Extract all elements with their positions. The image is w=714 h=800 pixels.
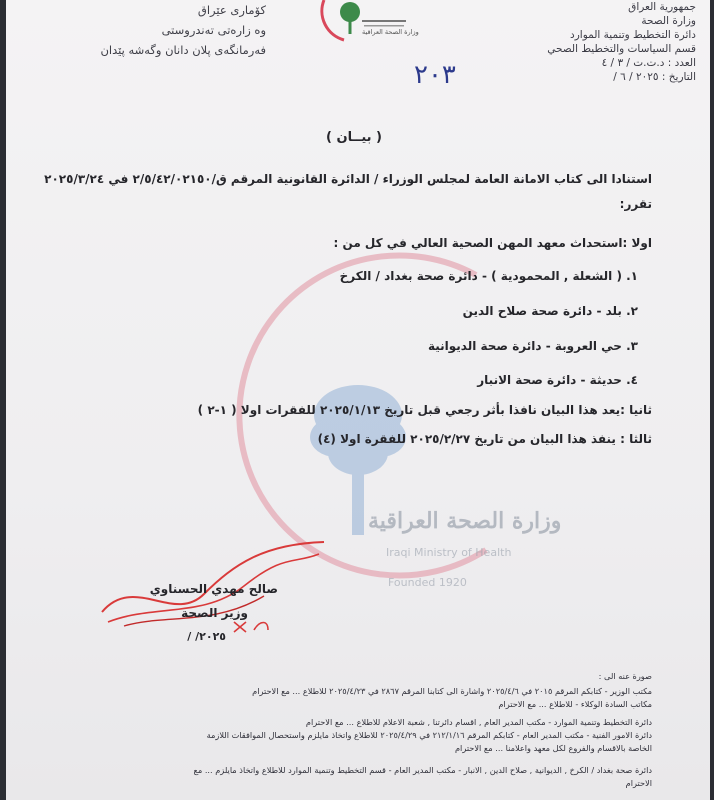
handwritten-number: ٢٠٣ xyxy=(414,60,456,90)
signature-date: ٢٠٢٥/ / xyxy=(187,630,226,643)
body-line-basis: استنادا الى كتاب الامانة العامة لمجلس الوزراء / الدائرة القانونية المرقم ق/٢/٥/٤٢/٠٢١٥٠ في ٢٠٢٥/٣/٢٤ xyxy=(44,172,652,186)
header-left-line-1: کۆماری عێراق xyxy=(197,3,266,17)
header-right xyxy=(486,0,696,84)
header-date: التاريخ : ٢٠٢٥ / ٦ / xyxy=(613,71,696,83)
header-left-line-3: فه‌رمانگه‌ی پلان دانان وگه‌شه‌ پێدان xyxy=(100,43,266,57)
copies-line: دائرة الامور الفنية - مكتب المدير العام - كتابكم المرقم ٢١٢/١/١٦ في ٢٠٢٥/٤/٢٩ للاطلاع واتخاذ مايلزم واستحصال الموافقات اللازمة xyxy=(206,730,652,740)
body-line-second: ثانيا :يعد هذا البيان نافذا بأثر رجعي قبل تاريخ ٢٠٢٥/١/١٣ للفقرات اولا ( ١-٢ ) xyxy=(197,403,652,417)
copies-line: الخاصة بالاقسام والفروع لكل معهد واعلامنا ... مع الاحترام xyxy=(454,743,652,753)
watermark-founded: Founded 1920 xyxy=(388,576,467,589)
list-item: ٢. بلد - دائرة صحة صلاح الدين xyxy=(462,304,638,318)
header-section: قسم السياسات والتخطيط الصحي xyxy=(547,43,696,55)
watermark-title: وزارة الصحة العراقية xyxy=(368,508,562,534)
header-ministry: وزارة الصحة xyxy=(641,15,696,27)
copies-line: دائرة التخطيط وتنمية الموارد - مكتب المدير العام , اقسام دائرتنا , شعبة الاعلام للاطلاع ... مع الاحترام xyxy=(305,717,652,727)
body-line-third: ثالثا : ينفذ هذا البيان من تاريخ ٢٠٢٥/٢/٢٧ للفقرة اولا (٤) xyxy=(317,432,652,446)
body-line-first: اولا :استحداث معهد المهن الصحية العالي في كل من : xyxy=(333,236,652,250)
signatory-title: وزير الصحة xyxy=(181,606,248,620)
header-left xyxy=(26,0,266,60)
list-item: ١. ( الشعلة , المحمودية ) - دائرة صحة بغداد / الكرخ xyxy=(339,269,638,283)
list-item: ٣. حي العروبة - دائرة صحة الديوانية xyxy=(427,339,638,353)
header-country: جمهورية العراق xyxy=(628,1,696,13)
logo-caption: وزارة الصحة العراقية xyxy=(362,28,419,36)
header-left-line-2: وه زاره‌تی ته‌ندروستی xyxy=(161,23,266,37)
copies-line: دائرة صحة بغداد / الكرخ , الديوانية , صلاح الدين , الانبار - مكتب المدير العام - قسم التخطيط وتنمية الموارد للاطلاع واتخاذ مايلزم ... مع xyxy=(193,765,652,775)
copies-line: مكتب الوزير - كتابكم المرقم ٢٠١٥ في ٢٠٢٥/٤/٦ واشارة الى كتابنا المرقم ٢٨٦٧ في ٢٠٢٥/٤/٢٣ للاطلاع ... مع الاحترام xyxy=(252,686,652,696)
list-item: ٤. حديثة - دائرة صحة الانبار xyxy=(477,373,638,387)
copies-line: مكاتب السادة الوكلاء - للاطلاع ... مع الاحترام xyxy=(498,699,652,709)
header-department: دائرة التخطيط وتنمية الموارد xyxy=(570,29,696,41)
watermark-subtitle: Iraqi Ministry of Health xyxy=(386,546,512,559)
header-number: العدد : د.ت.ت / ٣ / ٤ xyxy=(601,57,696,69)
signatory-name: صالح مهدي الحسناوي xyxy=(149,582,278,596)
subject-title: ( بيــان ) xyxy=(326,130,382,145)
copies-title: صورة عنه الى : xyxy=(598,671,652,681)
body-line-decided: تقرر: xyxy=(619,197,652,211)
ministry-logo xyxy=(318,0,410,46)
copies-line: الاحترام xyxy=(625,778,652,788)
document-page xyxy=(6,0,710,800)
